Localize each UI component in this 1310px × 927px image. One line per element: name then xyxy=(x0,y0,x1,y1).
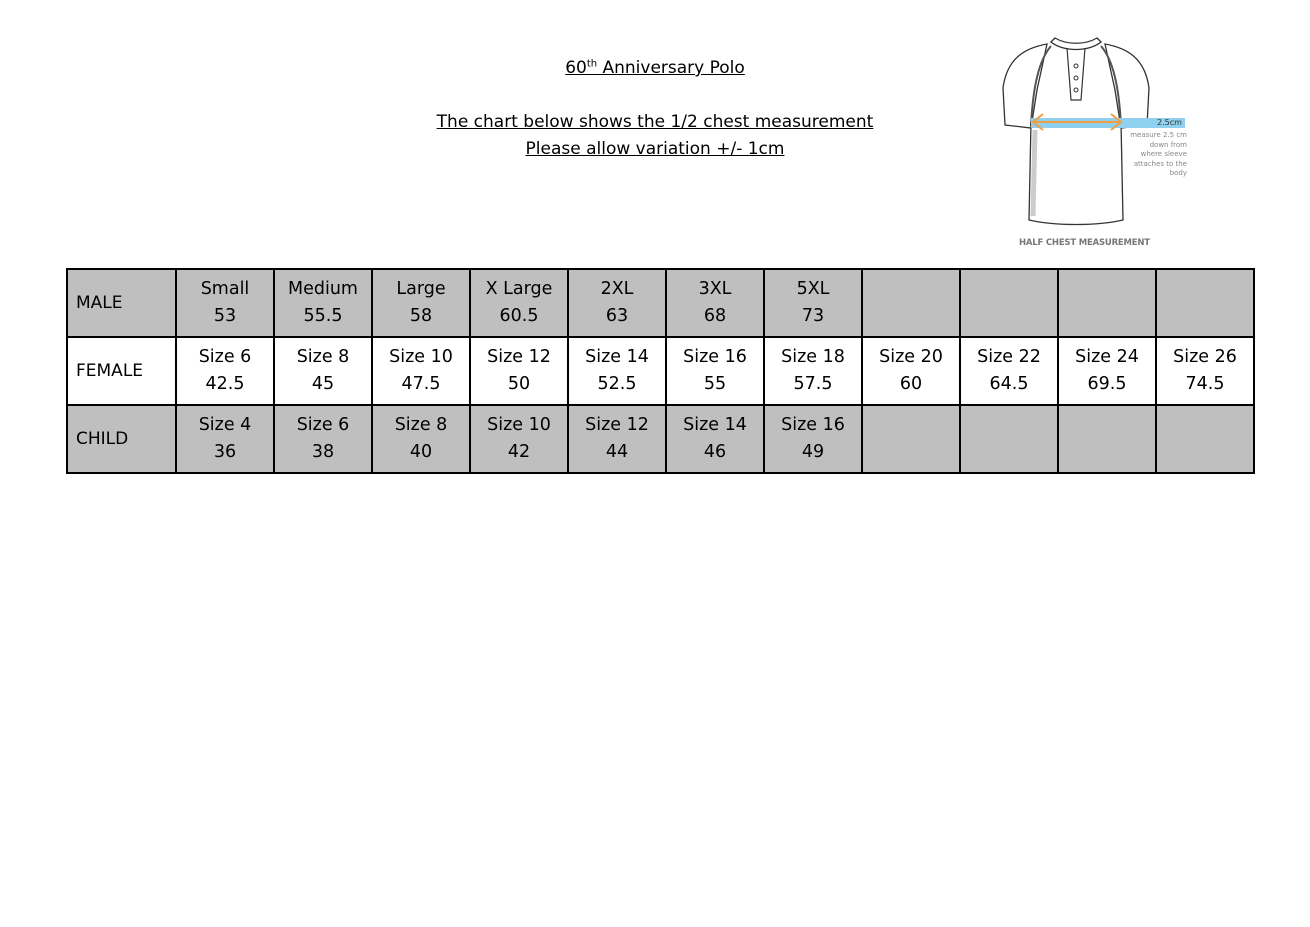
size-cell xyxy=(176,269,274,337)
size-label: Size 18 xyxy=(781,347,845,367)
size-cell xyxy=(568,405,666,473)
chest-value: 63 xyxy=(605,306,629,326)
size-cell xyxy=(470,405,568,473)
size-chart-table xyxy=(66,268,1255,474)
table-row xyxy=(67,337,1254,405)
empty-cell xyxy=(1058,269,1156,337)
table-row xyxy=(67,269,1254,337)
size-label: 2XL xyxy=(600,279,634,299)
size-cell xyxy=(470,269,568,337)
size-label: Size 14 xyxy=(683,415,747,435)
size-cell xyxy=(666,269,764,337)
chest-value: 60 xyxy=(899,374,923,394)
size-cell xyxy=(274,405,372,473)
chest-value: 49 xyxy=(801,442,825,462)
size-label: 3XL xyxy=(698,279,732,299)
chest-value: 42.5 xyxy=(205,374,245,394)
size-label: Size 26 xyxy=(1173,347,1237,367)
chest-value: 45 xyxy=(311,374,335,394)
size-cell xyxy=(666,337,764,405)
subtitle-variation: Please allow variation +/- 1cm xyxy=(525,139,785,159)
empty-cell xyxy=(960,269,1058,337)
title-text: Anniversary Polo xyxy=(597,58,745,78)
chest-value: 42 xyxy=(507,442,531,462)
size-cell xyxy=(470,337,568,405)
chest-value: 53 xyxy=(213,306,237,326)
measure-note: measure 2.5 cm down from where sleeve attaches to the body xyxy=(1130,131,1187,177)
size-cell xyxy=(764,337,862,405)
size-label: Size 8 xyxy=(296,347,350,367)
size-cell xyxy=(568,337,666,405)
size-label: 5XL xyxy=(796,279,830,299)
row-label: CHILD xyxy=(67,405,176,473)
size-cell xyxy=(764,269,862,337)
chest-value: 47.5 xyxy=(401,374,441,394)
size-label: Medium xyxy=(288,279,358,299)
size-label: Small xyxy=(200,279,250,299)
table-row xyxy=(67,405,1254,473)
chest-value: 58 xyxy=(409,306,433,326)
size-cell xyxy=(862,337,960,405)
figure-caption: HALF CHEST MEASUREMENT xyxy=(1019,238,1150,248)
empty-cell xyxy=(960,405,1058,473)
chest-value: 38 xyxy=(311,442,335,462)
dimension-label: 2.5cm xyxy=(1157,118,1182,127)
chest-value: 40 xyxy=(409,442,433,462)
size-label: Large xyxy=(396,279,446,299)
size-cell xyxy=(176,337,274,405)
empty-cell xyxy=(1058,405,1156,473)
size-label: Size 22 xyxy=(977,347,1041,367)
size-label: Size 4 xyxy=(198,415,252,435)
chest-value: 36 xyxy=(213,442,237,462)
size-label: Size 14 xyxy=(585,347,649,367)
polo-shirt-figure xyxy=(985,30,1215,255)
size-cell xyxy=(1156,337,1254,405)
chest-value: 73 xyxy=(801,306,825,326)
row-label: FEMALE xyxy=(67,337,176,405)
size-label: Size 16 xyxy=(781,415,845,435)
size-cell xyxy=(274,269,372,337)
size-cell xyxy=(274,337,372,405)
chest-value: 74.5 xyxy=(1185,374,1225,394)
chest-value: 46 xyxy=(703,442,727,462)
chest-value: 50 xyxy=(507,374,531,394)
empty-cell xyxy=(862,269,960,337)
chest-value: 64.5 xyxy=(989,374,1029,394)
size-label: Size 8 xyxy=(394,415,448,435)
size-cell xyxy=(568,269,666,337)
size-cell xyxy=(666,405,764,473)
size-cell xyxy=(372,405,470,473)
size-label: Size 16 xyxy=(683,347,747,367)
size-cell xyxy=(372,269,470,337)
title-number: 60 xyxy=(565,58,587,78)
size-label: Size 6 xyxy=(198,347,252,367)
size-label: Size 12 xyxy=(487,347,551,367)
chest-value: 60.5 xyxy=(499,306,539,326)
empty-cell xyxy=(1156,269,1254,337)
title-superscript: th xyxy=(586,58,598,70)
empty-cell xyxy=(1156,405,1254,473)
size-label: Size 10 xyxy=(389,347,453,367)
row-label: MALE xyxy=(67,269,176,337)
size-cell xyxy=(1058,337,1156,405)
size-label: X Large xyxy=(485,279,553,299)
size-label: Size 12 xyxy=(585,415,649,435)
size-cell xyxy=(764,405,862,473)
chest-value: 69.5 xyxy=(1087,374,1127,394)
chest-value: 68 xyxy=(703,306,727,326)
chest-value: 55.5 xyxy=(303,306,343,326)
size-cell xyxy=(176,405,274,473)
empty-cell xyxy=(862,405,960,473)
chest-value: 52.5 xyxy=(597,374,637,394)
size-label: Size 20 xyxy=(879,347,943,367)
size-label: Size 24 xyxy=(1075,347,1139,367)
chest-value: 57.5 xyxy=(793,374,833,394)
size-cell xyxy=(960,337,1058,405)
subtitle-chest: The chart below shows the 1/2 chest measurement xyxy=(436,112,874,132)
chest-value: 44 xyxy=(605,442,629,462)
size-label: Size 6 xyxy=(296,415,350,435)
size-cell xyxy=(372,337,470,405)
size-label: Size 10 xyxy=(487,415,551,435)
chest-value: 55 xyxy=(703,374,727,394)
